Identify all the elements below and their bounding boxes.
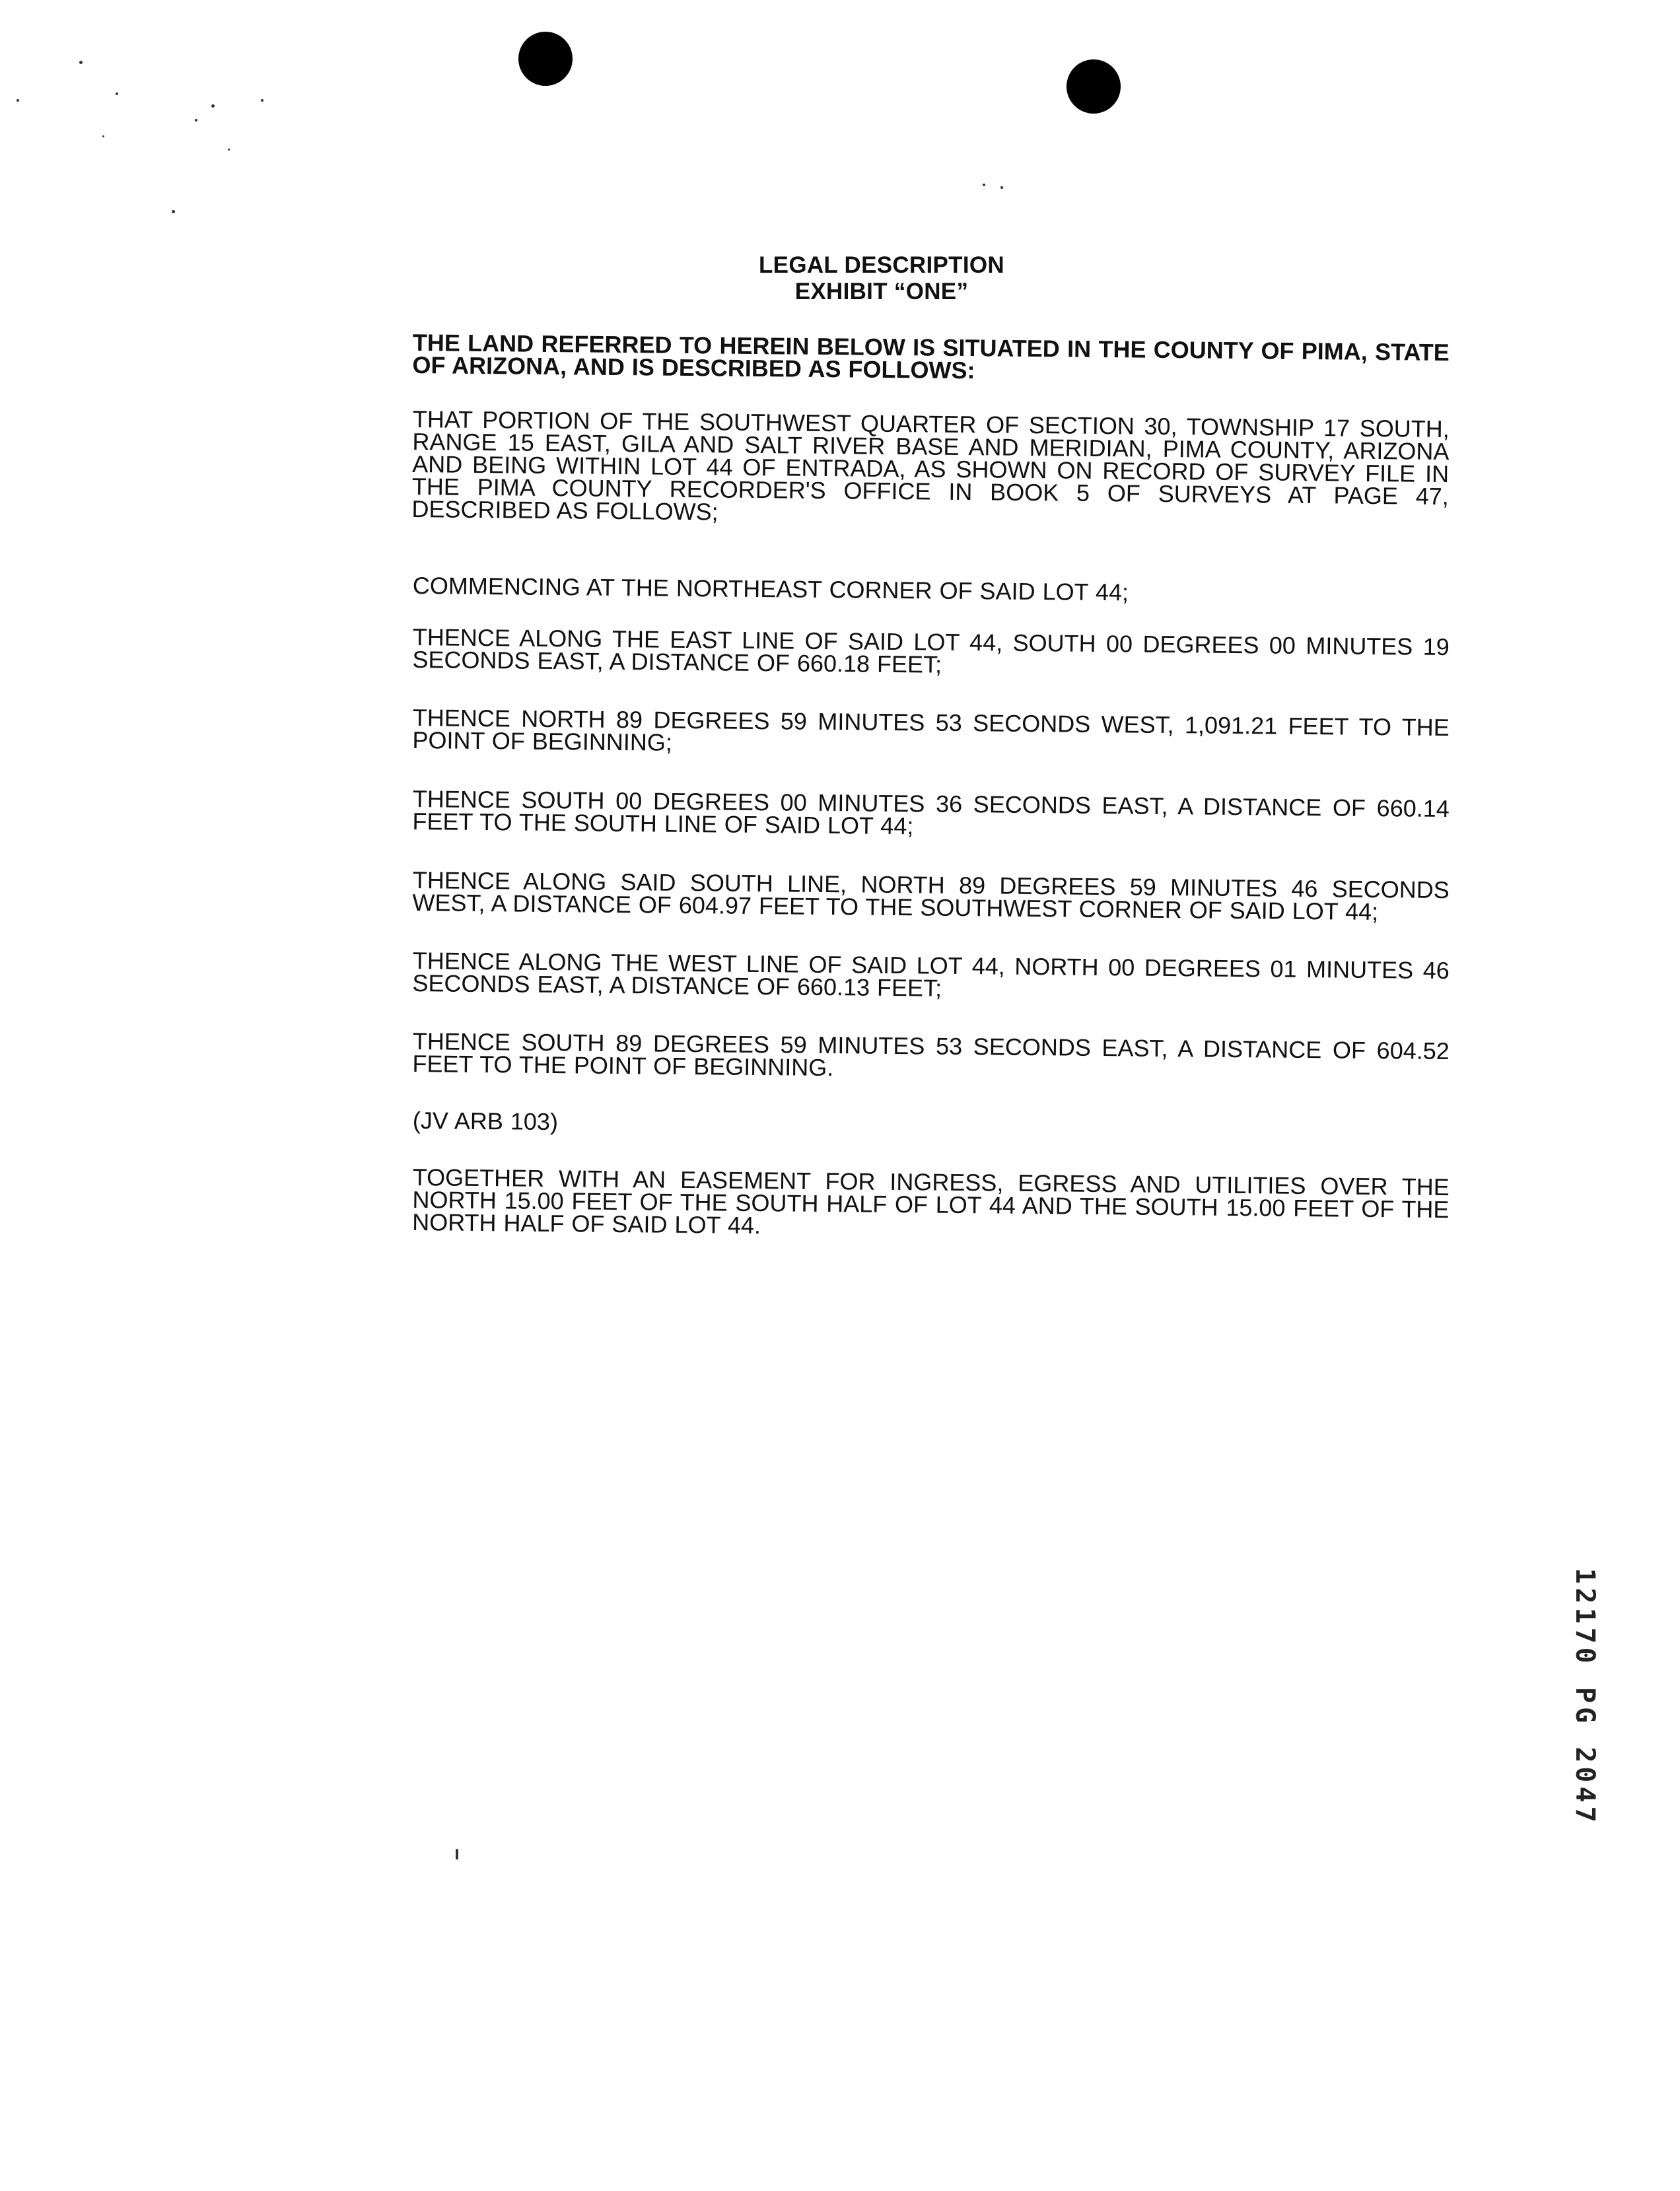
course-paragraph-5: THENCE ALONG THE WEST LINE OF SAID LOT 44, NORTH 00 DEGREES 01 MINUTES 46 SECONDS EAST, A DISTANCE OF 660.13 FEET; [412,947,1450,1002]
document-title: LEGAL DESCRIPTION [759,252,1004,278]
scan-speck [79,61,83,64]
scan-speck [983,184,985,186]
course-paragraph-4: THENCE ALONG SAID SOUTH LINE, NORTH 89 DEGREES 59 MINUTES 46 SECONDS WEST, A DISTANCE OF 604.97 FEET TO THE SOUTHWEST CORNER OF SAID LOT 44; [412,866,1450,926]
scan-speck [172,210,175,213]
scan-speck [261,99,263,102]
scan-speck [102,135,104,137]
scan-speck [17,99,19,102]
commencing-paragraph: COMMENCING AT THE NORTHEAST CORNER OF SAID LOT 44; [412,572,1129,606]
scan-speck [456,1849,458,1860]
course-paragraph-3: THENCE SOUTH 00 DEGREES 00 MINUTES 36 SECONDS EAST, A DISTANCE OF 660.14 FEET TO THE SOUTH LINE OF SAID LOT 44; [412,785,1450,840]
punch-hole-right [1067,59,1121,114]
scan-speck [211,104,215,108]
scan-speck [228,149,230,151]
recording-stamp [1565,1558,1605,1836]
scan-speck [1000,186,1003,189]
description-paragraph: THAT PORTION OF THE SOUTHWEST QUARTER OF SECTION 30, TOWNSHIP 17 SOUTH, RANGE 15 EAST, GILA AND SALT RIVER BASE AND MERIDIAN, PIMA COUNTY, ARIZONA AND BEING WITHIN LOT 44 OF ENTRADA, AS SHOWN ON RECORD OF SURVEY FILE IN THE PIMA COUNTY RECORDER'S OFFICE IN BOOK 5 OF SURVEYS AT PAGE 47, DESCRIBED AS FOLLOWS; [411,405,1450,526]
easement-paragraph: TOGETHER WITH AN EASEMENT FOR INGRESS, EGRESS AND UTILITIES OVER THE NORTH 15.00 FEET OF THE SOUTH HALF OF LOT 44 AND THE SOUTH 15.00 FEET OF THE NORTH HALF OF SAID LOT 44. [411,1164,1450,1239]
recording-stamp-text: 12170 PG 2047 [1570,1568,1600,1826]
intro-paragraph: THE LAND REFERRED TO HEREIN BELOW IS SITUATED IN THE COUNTY OF PIMA, STATE OF ARIZONA, AND IS DESCRIBED AS FOLLOWS: [412,329,1450,384]
course-paragraph-2: THENCE NORTH 89 DEGREES 59 MINUTES 53 SECONDS WEST, 1,091.21 FEET TO THE POINT OF BEGINNING; [412,704,1450,756]
course-paragraph-1: THENCE ALONG THE EAST LINE OF SAID LOT 44, SOUTH 00 DEGREES 00 MINUTES 19 SECONDS EAST, A DISTANCE OF 660.18 FEET; [412,623,1450,678]
course-paragraph-6: THENCE SOUTH 89 DEGREES 59 MINUTES 53 SECONDS EAST, A DISTANCE OF 604.52 FEET TO THE POINT OF BEGINNING. [412,1027,1450,1082]
scan-speck [116,92,118,95]
punch-hole-left [518,32,573,86]
exhibit-label: EXHIBIT “ONE” [794,279,969,304]
scan-speck [195,119,197,122]
reference-note: (JV ARB 103) [412,1107,559,1136]
